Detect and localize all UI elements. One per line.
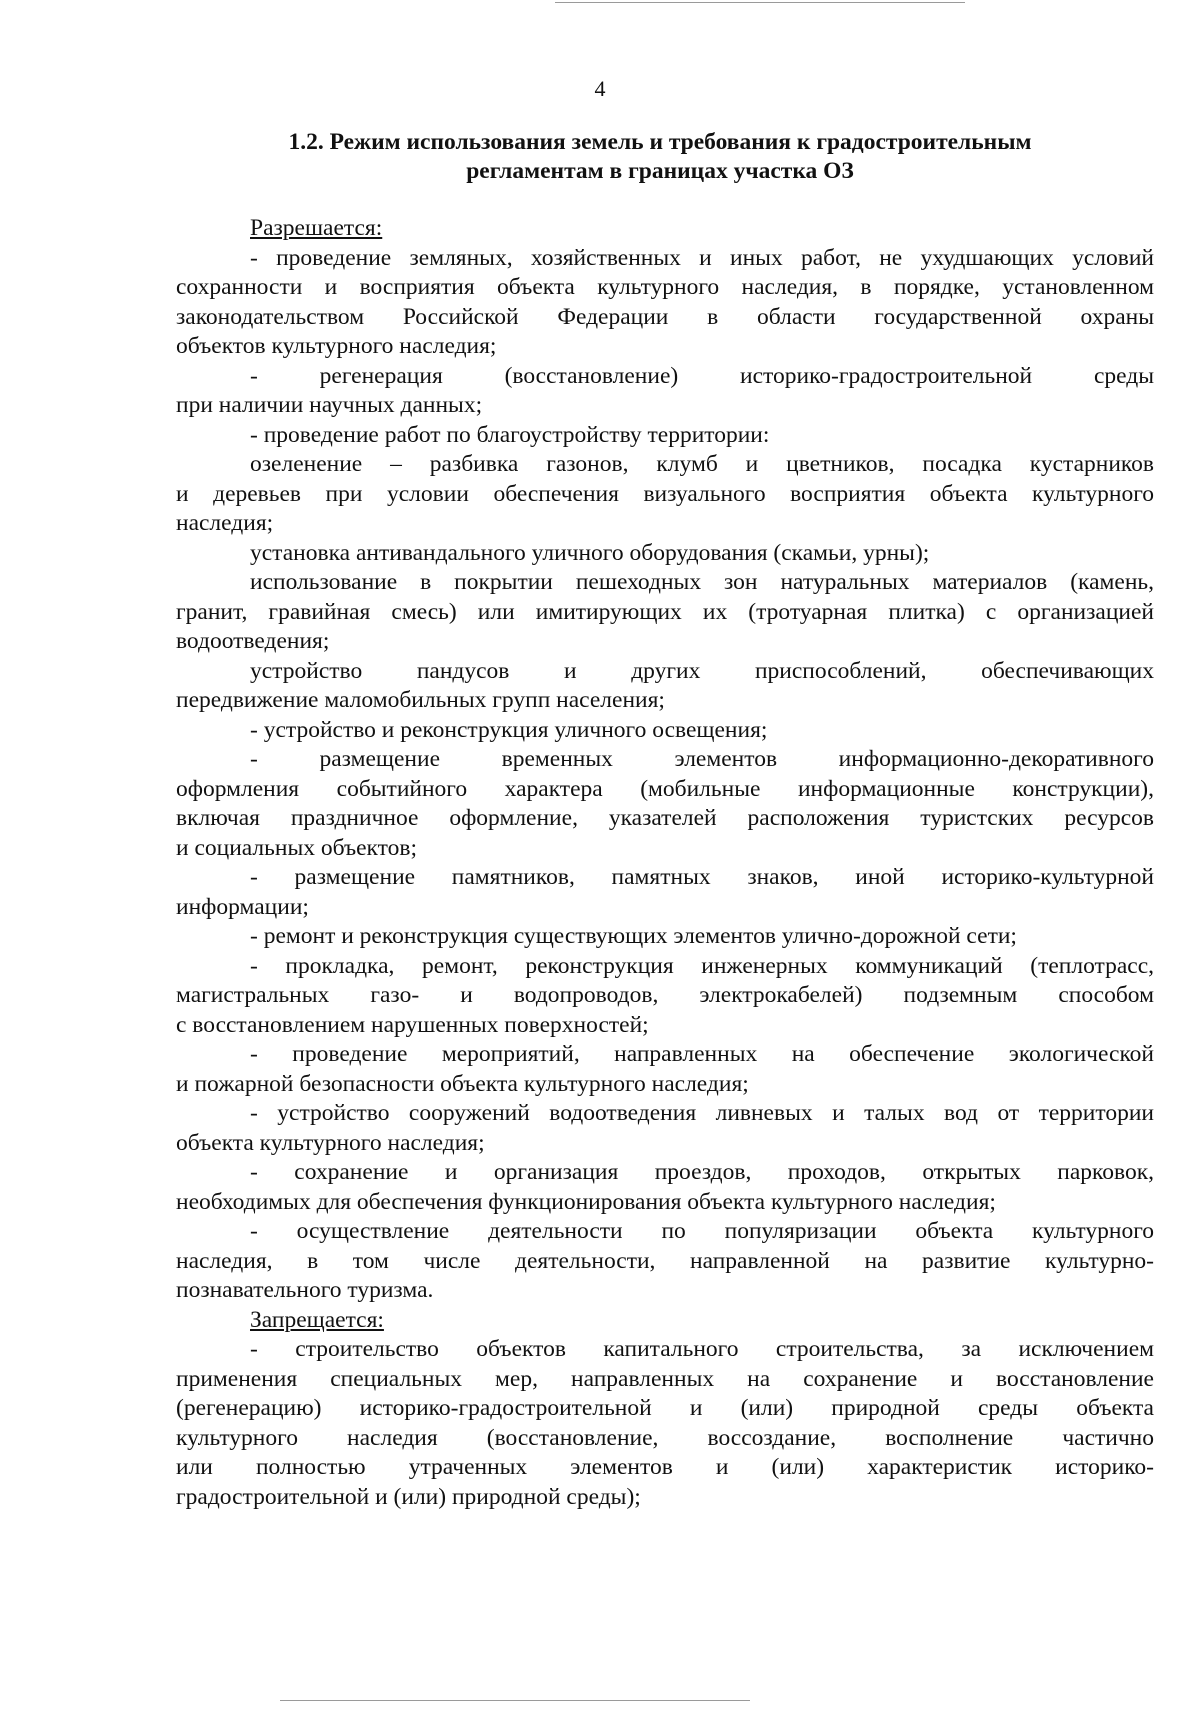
section-heading — [230, 128, 1090, 186]
text-line: - регенерация (восстановление) историко-градостроительной среды — [250, 362, 1154, 389]
text-line: водоотведения; — [176, 628, 330, 654]
caption-text: Разрешается: — [250, 215, 383, 241]
text-line: установка антивандального уличного оборудования (скамьи, урны); — [250, 539, 930, 566]
text-line: - размещение памятников, памятных знаков, иной историко-культурной — [250, 864, 1154, 890]
text-line: оформления событийного характера (мобильные информационные конструкции), — [176, 775, 1154, 802]
text-line: законодательством Российской Федерации в области государственной охраны — [176, 303, 1154, 330]
text-line: - размещение временных элементов информационно-декоративного — [250, 746, 1154, 772]
text-line: или полностью утраченных элементов и (или) характеристик историко- — [176, 1454, 1154, 1480]
text-line: - сохранение и организация проездов, проходов, открытых парковок, — [250, 1159, 1154, 1185]
text-line: использование в покрытии пешеходных зон натуральных материалов (камень, — [250, 569, 1154, 595]
caption-text: Запрещается: — [250, 1306, 384, 1333]
scan-artifact-line-bottom — [280, 1700, 750, 1701]
text-line: - строительство объектов капитального строительства, за исключением — [250, 1336, 1154, 1362]
document-body — [176, 214, 1154, 1512]
text-line: - осуществление деятельности по популяризации объекта культурного — [250, 1218, 1154, 1244]
page-number: 4 — [594, 76, 606, 101]
text-line: - ремонт и реконструкция существующих элементов улично-дорожной сети; — [250, 923, 1017, 949]
text-line: и деревьев при условии обеспечения визуального восприятия объекта культурного — [176, 480, 1154, 507]
text-line: - прокладка, ремонт, реконструкция инженерных коммуникаций (теплотрасс, — [250, 952, 1154, 979]
text-line: наследия; — [176, 510, 274, 536]
text-line: применения специальных мер, направленных на сохранение и восстановление — [176, 1365, 1154, 1392]
text-line: включая праздничное оформление, указателей расположения туристских ресурсов — [176, 805, 1154, 831]
text-line: (регенерацию) историко-градостроительной и (или) природной среды объекта — [176, 1395, 1154, 1421]
text-line: градостроительной и (или) природной среды); — [176, 1483, 641, 1510]
text-line: магистральных газо- и водопроводов, электрокабелей) подземным способом — [176, 982, 1154, 1008]
section-heading-line-1: 1.2. Режим использования земель и требования к градостроительным — [288, 129, 1032, 155]
text-line: при наличии научных данных; — [176, 392, 483, 418]
text-line: сохранности и восприятия объекта культурного наследия, в порядке, установленном — [176, 274, 1154, 300]
scan-artifact-line-top — [555, 2, 965, 3]
text-line: передвижение маломобильных групп населения; — [176, 687, 665, 713]
text-line: гранит, гравийная смесь) или имитирующих их (тротуарная плитка) с организацией — [176, 598, 1154, 625]
text-line: устройство пандусов и других приспособлений, обеспечивающих — [250, 657, 1154, 684]
section-caption — [176, 214, 1154, 244]
text-line: с восстановлением нарушенных поверхностей; — [176, 1011, 649, 1038]
text-line: информации; — [176, 893, 309, 920]
text-line: объекта культурного наследия; — [176, 1129, 485, 1156]
text-line: познавательного туризма. — [176, 1277, 434, 1303]
section-caption — [176, 1306, 1154, 1336]
text-line: - проведение земляных, хозяйственных и иных работ, не ухудшающих условий — [250, 244, 1154, 271]
text-line: - проведение мероприятий, направленных на обеспечение экологической — [250, 1041, 1154, 1067]
text-line: и пожарной безопасности объекта культурного наследия; — [176, 1070, 749, 1097]
text-line: наследия, в том числе деятельности, направленной на развитие культурно- — [176, 1247, 1154, 1274]
text-line: объектов культурного наследия; — [176, 333, 497, 359]
text-line: необходимых для обеспечения функционирования объекта культурного наследия; — [176, 1188, 996, 1215]
section-heading-line-2: регламентам в границах участка ОЗ — [466, 158, 854, 184]
text-line: и социальных объектов; — [176, 834, 418, 861]
text-line: - проведение работ по благоустройству территории: — [250, 421, 770, 448]
text-line: - устройство сооружений водоотведения ливневых и талых вод от территории — [250, 1100, 1154, 1126]
text-line: культурного наследия (восстановление, воссоздание, восполнение частично — [176, 1424, 1154, 1451]
text-line: озеленение – разбивка газонов, клумб и цветников, посадка кустарников — [250, 451, 1154, 477]
text-line: - устройство и реконструкция уличного освещения; — [250, 716, 768, 743]
